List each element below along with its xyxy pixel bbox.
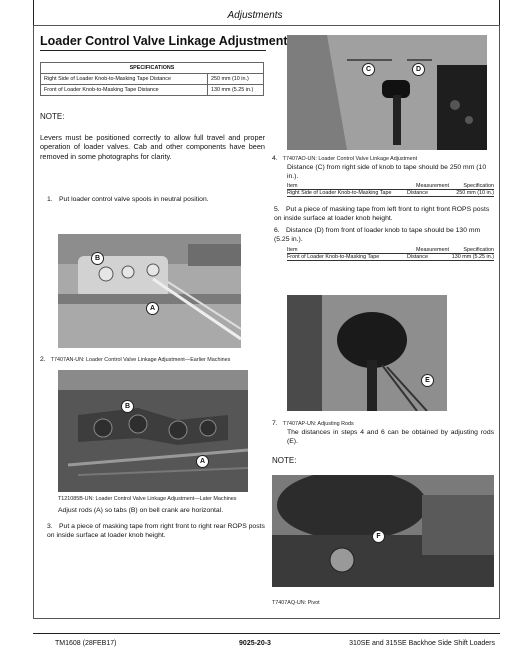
step-number: 7. [272,420,278,427]
step-text: Put a piece of masking tape from right front to right rear ROPS posts on inside surface at loader knob height. [47,523,265,540]
col-item: Item [287,183,298,189]
spec-value: 250 mm (10 in.) [208,74,264,85]
step-number: 2. [40,356,46,363]
photo-caption: T7407AO-UN: Loader Control Valve Linkage Adjustment [282,156,418,162]
note-label: NOTE: [40,112,65,121]
spec-value: 130 mm (5.25 in.) [208,85,264,96]
table-header [287,183,494,190]
step-number: 6. [274,227,280,234]
step-3 [47,522,265,540]
step-number: 3. [47,523,53,530]
linkage-later-illustration [58,370,248,492]
callout-f: F [372,530,385,543]
photo-loader-knob [287,35,487,150]
section-title-underline [40,50,266,51]
spec-item: Right Side of Loader Knob-to-Masking Tape Distance [41,74,208,85]
col-measurement: Measurement [416,247,449,253]
page-header-title: Adjustments [227,10,283,21]
step-7-caption-row [272,418,494,428]
table-row [287,190,494,197]
row-specification: 250 mm (10 in.) [456,190,494,196]
footer-manual-id: TM1608 (28FEB17) [55,640,117,647]
step-number: 4. [272,155,278,162]
step-1 [47,195,265,204]
loader-knob-illustration [287,35,487,150]
photo-adjusting-rods [287,295,447,411]
photo-linkage-earlier [58,234,241,348]
spec-item: Front of Loader Knob-to-Masking Tape Distance [41,85,208,96]
photo-pivot [272,475,494,587]
callout-a: A [146,302,159,315]
table-row [287,254,494,261]
table-row [41,74,264,85]
table-row [41,85,264,96]
callout-d: D [412,63,425,76]
callout-c: C [362,63,375,76]
step-5 [274,205,494,223]
step-text: Distance (D) from front of loader knob to tape should be 130 mm (5.25 in.). [274,227,481,244]
col-specification: Specification [463,247,494,253]
table-header [287,247,494,254]
footer-rule [33,633,500,634]
step-2-text: Adjust rods (A) so tabs (B) on bell crank are horizontal. [58,507,224,514]
section-title: Loader Control Valve Linkage Adjustment [40,34,288,48]
step-7-text: The distances in steps 4 and 6 can be obtained by adjusting rods (E). [287,429,494,446]
col-item: Item [287,247,298,253]
callout-b: B [121,400,134,413]
measurement-table-1 [287,183,494,197]
specifications-table [40,62,264,96]
row-item: Front of Loader Knob-to-Masking Tape [287,254,380,260]
callout-a: A [196,455,209,468]
step-4-text: Distance (C) from right side of knob to tape should be 250 mm (10 in.). [287,164,487,181]
photo-caption-later: T121085B-UN: Loader Control Valve Linkage Adjustment—Later Machines [58,496,237,502]
linkage-earlier-illustration [58,234,241,348]
photo-caption-pivot: T7407AQ-UN: Pivot [272,600,320,606]
photo-caption: T7407AN-UN: Loader Control Valve Linkage Adjustment—Earlier Machines [50,357,231,363]
step-2-caption-row [40,354,266,364]
row-item: Right Side of Loader Knob-to-Masking Tape [287,190,392,196]
col-specification: Specification [463,183,494,189]
note-label: NOTE: [272,456,297,465]
row-measurement: Distance [407,190,428,196]
adjusting-rods-illustration [287,295,447,411]
footer-page-number: 9025-20-3 [239,640,271,647]
photo-linkage-later [58,370,248,492]
row-measurement: Distance [407,254,428,260]
note-text: Levers must be positioned correctly to allow full travel and proper operation of loader valves. Cab and other components have been removed in some photographs for clarity. [40,133,265,161]
measurement-table-2 [287,247,494,261]
photo-caption: T7407AP-UN: Adjusting Rods [282,421,354,427]
callout-b: B [91,252,104,265]
callout-e: E [421,374,434,387]
row-specification: 130 mm (5.25 in.) [451,254,494,260]
step-4-caption-row [272,153,494,163]
step-number: 1. [47,196,53,203]
step-number: 5. [274,206,280,213]
step-text: Put a piece of masking tape from left front to right front ROPS posts on inside surface at loader knob height. [274,206,490,223]
specifications-heading: SPECIFICATIONS [41,63,264,74]
step-6 [274,226,494,244]
footer-product: 310SE and 315SE Backhoe Side Shift Loaders [349,640,495,647]
col-measurement: Measurement [416,183,449,189]
step-text: Put loader control valve spools in neutral position. [59,196,209,203]
